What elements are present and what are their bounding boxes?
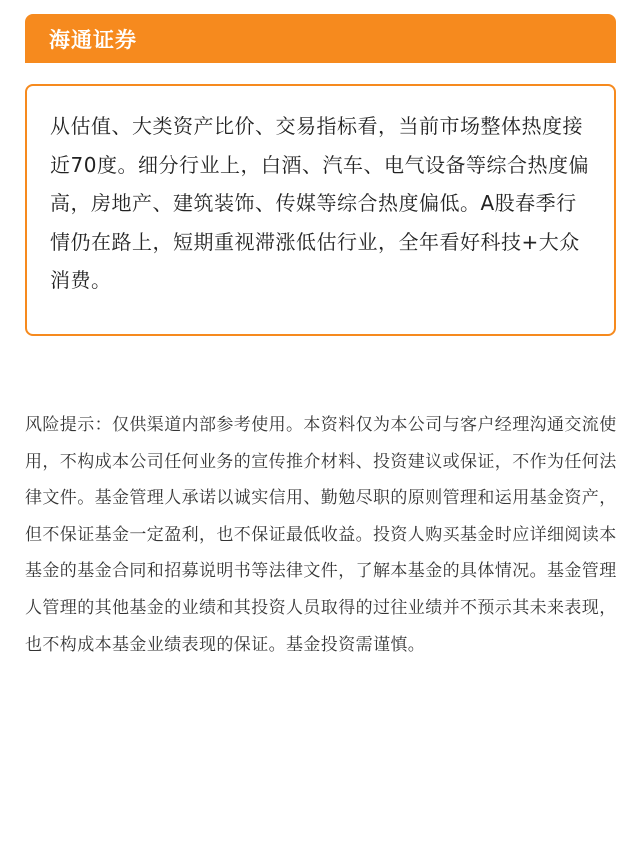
- quote-text: 从估值、大类资产比价、交易指标看，当前市场整体热度接近70度。细分行业上，白酒、汽车、电气设备等综合热度偏高，房地产、建筑装饰、传媒等综合热度偏低。A股春季行情仍在路上，短期重视滞涨低估行业，全年看好科技+大众消费。: [50, 114, 589, 292]
- header-title: 海通证券: [49, 27, 137, 52]
- quote-box: [25, 84, 616, 336]
- header-bar: [25, 14, 616, 63]
- risk-disclaimer: 风险提示：仅供渠道内部参考使用。本资料仅为本公司与客户经理沟通交流使用，不构成本公司任何业务的宣传推介材料、投资建议或保证，不作为任何法律文件。基金管理人承诺以诚实信用、勤勉尽职的原则管理和运用基金资产，但不保证基金一定盈利，也不保证最低收益。投资人购买基金时应详细阅读本基金的基金合同和招募说明书等法律文件，了解本基金的具体情况。基金管理人管理的其他基金的业绩和其投资人员取得的过往业绩并不预示其未来表现，也不构成本基金业绩表现的保证。基金投资需谨慎。: [25, 415, 617, 655]
